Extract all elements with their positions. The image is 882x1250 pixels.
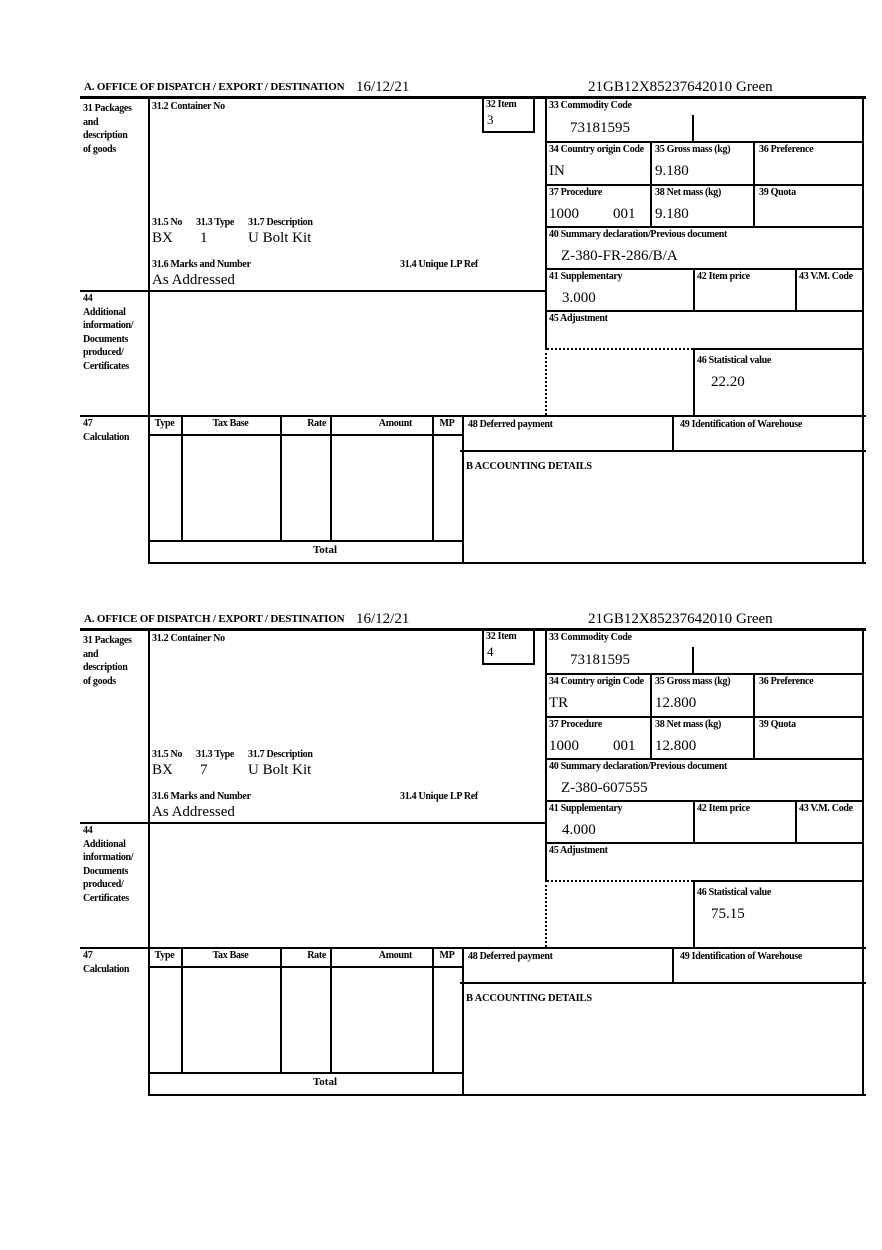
accounting-details-label: B ACCOUNTING DETAILS [466,993,592,1004]
row-line-33 [545,673,864,675]
dotted-divider-horizontal [547,348,693,350]
col-line-35-36 [753,673,755,718]
marks-and-number-value: As Addressed [152,272,235,288]
header-rule [80,96,866,99]
col-line-34-35 [650,673,652,718]
gross-mass-label: 35 Gross mass (kg) [655,144,731,155]
supplementary-value: 3.000 [562,290,596,306]
gross-mass-value: 12.800 [655,695,697,711]
office-of-dispatch-label: A. OFFICE OF DISPATCH / EXPORT / DESTINATION [84,81,345,93]
net-mass-value: 12.800 [655,738,697,754]
country-origin-value: TR [549,695,569,711]
total-label: Total [312,1076,338,1088]
packages-type-label: 31.3 Type [196,749,235,760]
vm-code-label: 43 V.M. Code [799,803,853,814]
col-line-41-42 [693,268,695,312]
row-line-48 [460,450,866,452]
routing-status: Green [736,611,773,627]
row-line-48 [460,982,866,984]
packages-no-value: BX [152,762,173,778]
declaration-reference: 21GB12X85237642010 [588,611,733,627]
box44-label: 44 Additional information/ Documents produced/ Certificates [83,293,134,372]
tax-grid-bottom-line [148,540,464,542]
tax-grid-bottom-line [148,1072,464,1074]
right-border [862,96,864,562]
bottom-border [148,1094,866,1096]
procedure-ext-value: 001 [613,738,636,754]
col-line-34-35 [650,141,652,186]
row-line-34 [545,184,864,186]
deferred-payment-label: 48 Deferred payment [468,951,553,962]
box46-top-line [693,880,864,882]
quota-label: 39 Quota [759,719,796,730]
declaration-date: 16/12/21 [356,611,410,627]
header-rule [80,628,866,631]
routing-status: Green [736,79,773,95]
packages-no-label: 31.5 No [152,217,183,228]
col-line-38-39 [753,716,755,760]
row-line-44 [80,290,547,292]
sad-continuation-form [80,78,866,564]
row-line-37 [545,226,864,228]
warehouse-id-label: 49 Identification of Warehouse [680,951,803,962]
right-border [862,628,864,1094]
dotted-divider-vertical [545,880,547,947]
box46-left-line [693,348,695,415]
grid-header-underline [148,966,464,968]
item-number-value: 3 [487,112,494,127]
grid-header-type: Type [154,418,175,429]
box31-label: 31 Packages and description of goods [83,103,132,155]
row-line-47 [80,415,866,417]
row-line-44 [80,822,547,824]
procedure-ext-value: 001 [613,206,636,222]
packages-type-label: 31.3 Type [196,217,235,228]
packages-type-value: 7 [200,762,208,778]
quota-label: 39 Quota [759,187,796,198]
grid-header-amount: Amount [378,950,412,961]
statistical-value: 22.20 [711,374,745,390]
row-line-40 [545,268,864,270]
supplementary-value: 4.000 [562,822,596,838]
box44-label: 44 Additional information/ Documents produced/ Certificates [83,825,134,904]
grid-header-amount: Amount [378,418,412,429]
grid-line-mp [462,947,464,1094]
adjustment-label: 45 Adjustment [549,845,608,856]
vm-code-label: 43 V.M. Code [799,271,853,282]
grid-header-tax-base: Tax Base [212,418,249,429]
box31-label: 31 Packages and description of goods [83,635,132,687]
statistical-value: 75.15 [711,906,745,922]
item-price-label: 42 Item price [697,271,750,282]
col-line-48-49 [672,415,674,452]
grid-line-mp [462,415,464,562]
country-origin-label: 34 Country origin Code [549,144,644,155]
marks-and-number-label: 31.6 Marks and Number [152,791,251,802]
grid-header-type: Type [154,950,175,961]
summary-declaration-label: 40 Summary declaration/Previous document [549,761,728,772]
row-line-41 [545,310,864,312]
col-line-37-38 [650,184,652,228]
supplementary-label: 41 Supplementary [549,803,623,814]
summary-declaration-label: 40 Summary declaration/Previous document [549,229,728,240]
procedure-label: 37 Procedure [549,187,602,198]
dotted-divider-horizontal [547,880,693,882]
unique-lp-ref-label: 31.4 Unique LP Ref [400,259,478,270]
grid-header-tax-base: Tax Base [212,950,249,961]
preference-label: 36 Preference [759,144,814,155]
procedure-label: 37 Procedure [549,719,602,730]
packages-no-label: 31.5 No [152,749,183,760]
marks-and-number-label: 31.6 Marks and Number [152,259,251,270]
country-origin-label: 34 Country origin Code [549,676,644,687]
country-origin-value: IN [549,163,565,179]
col-line-41-42 [693,800,695,844]
col-line-42-43 [795,800,797,844]
row-line-33 [545,141,864,143]
goods-description-value: U Bolt Kit [248,230,312,246]
grid-header-rate: Rate [307,950,326,961]
previous-document-value: Z-380-607555 [561,780,648,796]
row-line-34 [545,716,864,718]
box47-label: 47 Calculation [83,418,130,443]
goods-description-value: U Bolt Kit [248,762,312,778]
row-line-40 [545,800,864,802]
row-line-47 [80,947,866,949]
item-number-value: 4 [487,644,494,659]
box46-left-line [693,880,695,947]
total-label: Total [312,544,338,556]
packages-no-value: BX [152,230,173,246]
col-line-48-49 [672,947,674,984]
col-line-38-39 [753,184,755,228]
col-line-37-38 [650,716,652,760]
statistical-value-label: 46 Statistical value [697,355,771,366]
statistical-value-label: 46 Statistical value [697,887,771,898]
net-mass-label: 38 Net mass (kg) [655,719,722,730]
box46-top-line [693,348,864,350]
commodity-code-label: 33 Commodity Code [549,632,632,643]
gross-mass-label: 35 Gross mass (kg) [655,676,731,687]
accounting-details-label: B ACCOUNTING DETAILS [466,461,592,472]
commodity-code-tick [692,115,694,141]
label-column-divider [148,628,150,1094]
preference-label: 36 Preference [759,676,814,687]
bottom-border [148,562,866,564]
previous-document-value: Z-380-FR-286/B/A [561,248,678,264]
box47-label: 47 Calculation [83,950,130,975]
declaration-reference: 21GB12X85237642010 [588,79,733,95]
sad-continuation-form [80,610,866,1096]
container-no-label: 31.2 Container No [152,101,225,112]
adjustment-label: 45 Adjustment [549,313,608,324]
procedure-value: 1000 [549,206,579,222]
deferred-payment-label: 48 Deferred payment [468,419,553,430]
gross-mass-value: 9.180 [655,163,689,179]
packages-description-label: 31.7 Description [248,749,313,760]
procedure-value: 1000 [549,738,579,754]
unique-lp-ref-label: 31.4 Unique LP Ref [400,791,478,802]
col-line-42-43 [795,268,797,312]
supplementary-label: 41 Supplementary [549,271,623,282]
item-price-label: 42 Item price [697,803,750,814]
grid-header-mp: MP [439,950,455,961]
label-column-divider [148,96,150,562]
grid-header-underline [148,434,464,436]
marks-and-number-value: As Addressed [152,804,235,820]
warehouse-id-label: 49 Identification of Warehouse [680,419,803,430]
grid-header-rate: Rate [307,418,326,429]
grid-header-mp: MP [439,418,455,429]
row-line-37 [545,758,864,760]
net-mass-label: 38 Net mass (kg) [655,187,722,198]
row-line-41 [545,842,864,844]
commodity-code-value: 73181595 [570,120,630,136]
item-number-label: 32 Item [486,631,517,642]
col-line-35-36 [753,141,755,186]
declaration-date: 16/12/21 [356,79,410,95]
office-of-dispatch-label: A. OFFICE OF DISPATCH / EXPORT / DESTINATION [84,613,345,625]
packages-type-value: 1 [200,230,208,246]
commodity-code-label: 33 Commodity Code [549,100,632,111]
net-mass-value: 9.180 [655,206,689,222]
commodity-code-tick [692,647,694,673]
container-no-label: 31.2 Container No [152,633,225,644]
commodity-code-value: 73181595 [570,652,630,668]
packages-description-label: 31.7 Description [248,217,313,228]
item-number-label: 32 Item [486,99,517,110]
dotted-divider-vertical [545,348,547,415]
